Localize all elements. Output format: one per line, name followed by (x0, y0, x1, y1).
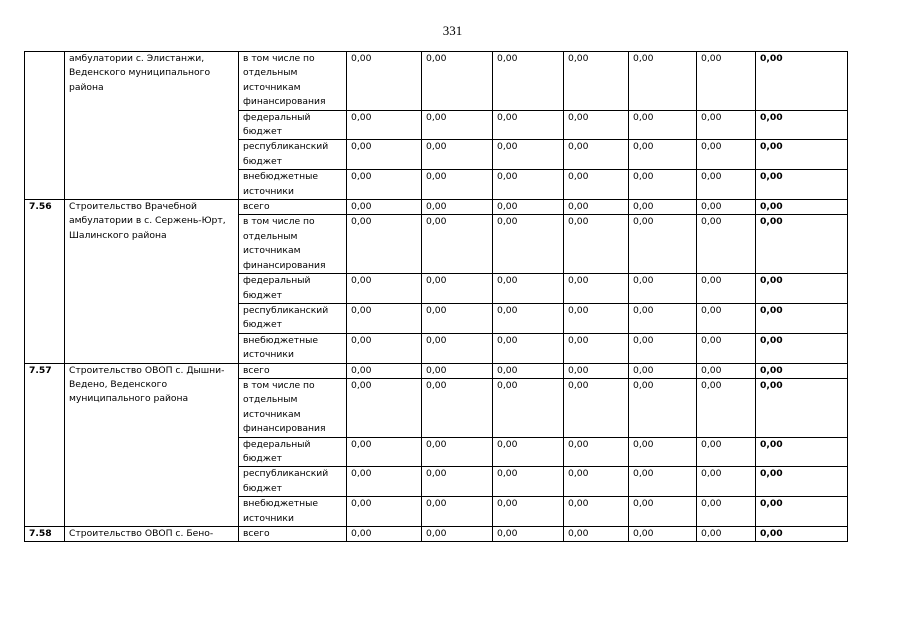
total-cell: 0,00 (756, 467, 848, 497)
value-cell: 0,00 (347, 333, 422, 363)
item-name: амбулатории с. Элистанжи, Веденского муниципального района (65, 52, 239, 200)
value-cell: 0,00 (564, 437, 629, 467)
total-cell: 0,00 (756, 52, 848, 111)
funding-source-label: в том числе по отдельным источникам финансирования (239, 215, 347, 274)
value-cell: 0,00 (422, 52, 493, 111)
table-row (25, 52, 848, 111)
total-cell: 0,00 (756, 497, 848, 527)
total-cell: 0,00 (756, 170, 848, 200)
value-cell: 0,00 (347, 110, 422, 140)
value-cell: 0,00 (347, 378, 422, 437)
item-number: 7.56 (25, 200, 65, 363)
item-number: 7.58 (25, 527, 65, 542)
value-cell: 0,00 (422, 110, 493, 140)
value-cell: 0,00 (697, 170, 756, 200)
item-number (25, 52, 65, 200)
value-cell: 0,00 (422, 497, 493, 527)
value-cell: 0,00 (564, 527, 629, 542)
value-cell: 0,00 (422, 527, 493, 542)
item-number: 7.57 (25, 363, 65, 526)
value-cell: 0,00 (493, 467, 564, 497)
value-cell: 0,00 (564, 333, 629, 363)
value-cell: 0,00 (422, 333, 493, 363)
value-cell: 0,00 (697, 333, 756, 363)
value-cell: 0,00 (629, 333, 697, 363)
value-cell: 0,00 (564, 200, 629, 215)
value-cell: 0,00 (422, 303, 493, 333)
value-cell: 0,00 (564, 467, 629, 497)
value-cell: 0,00 (347, 274, 422, 304)
funding-source-label: республиканский бюджет (239, 140, 347, 170)
funding-source-label: внебюджетные источники (239, 170, 347, 200)
total-cell: 0,00 (756, 363, 848, 378)
value-cell: 0,00 (422, 140, 493, 170)
value-cell: 0,00 (564, 215, 629, 274)
value-cell: 0,00 (629, 467, 697, 497)
value-cell: 0,00 (564, 378, 629, 437)
funding-source-label: внебюджетные источники (239, 497, 347, 527)
value-cell: 0,00 (629, 200, 697, 215)
value-cell: 0,00 (347, 527, 422, 542)
value-cell: 0,00 (493, 333, 564, 363)
value-cell: 0,00 (347, 363, 422, 378)
value-cell: 0,00 (697, 110, 756, 140)
item-name: Строительство Врачебной амбулатории в с. Сержень-Юрт, Шалинского района (65, 200, 239, 363)
item-name: Строительство ОВОП с. Дышни-Ведено, Веденского муниципального района (65, 363, 239, 526)
value-cell: 0,00 (347, 303, 422, 333)
value-cell: 0,00 (493, 497, 564, 527)
value-cell: 0,00 (629, 170, 697, 200)
value-cell: 0,00 (564, 497, 629, 527)
value-cell: 0,00 (564, 110, 629, 140)
value-cell: 0,00 (347, 215, 422, 274)
value-cell: 0,00 (493, 140, 564, 170)
value-cell: 0,00 (629, 52, 697, 111)
value-cell: 0,00 (347, 200, 422, 215)
value-cell: 0,00 (493, 437, 564, 467)
funding-source-label: федеральный бюджет (239, 274, 347, 304)
total-cell: 0,00 (756, 140, 848, 170)
value-cell: 0,00 (629, 378, 697, 437)
value-cell: 0,00 (697, 140, 756, 170)
value-cell: 0,00 (422, 378, 493, 437)
value-cell: 0,00 (697, 215, 756, 274)
value-cell: 0,00 (347, 170, 422, 200)
value-cell: 0,00 (493, 363, 564, 378)
value-cell: 0,00 (422, 363, 493, 378)
funding-source-label: республиканский бюджет (239, 467, 347, 497)
value-cell: 0,00 (347, 140, 422, 170)
value-cell: 0,00 (564, 170, 629, 200)
value-cell: 0,00 (629, 437, 697, 467)
value-cell: 0,00 (697, 363, 756, 378)
value-cell: 0,00 (493, 303, 564, 333)
total-cell: 0,00 (756, 215, 848, 274)
value-cell: 0,00 (629, 363, 697, 378)
value-cell: 0,00 (629, 140, 697, 170)
value-cell: 0,00 (493, 527, 564, 542)
value-cell: 0,00 (697, 527, 756, 542)
value-cell: 0,00 (564, 363, 629, 378)
value-cell: 0,00 (697, 437, 756, 467)
table-row (25, 527, 848, 542)
value-cell: 0,00 (697, 200, 756, 215)
value-cell: 0,00 (422, 170, 493, 200)
funding-source-label: всего (239, 363, 347, 378)
funding-source-label: федеральный бюджет (239, 110, 347, 140)
funding-source-label: всего (239, 527, 347, 542)
table-body (25, 52, 848, 542)
value-cell: 0,00 (629, 110, 697, 140)
funding-source-label: республиканский бюджет (239, 303, 347, 333)
value-cell: 0,00 (422, 274, 493, 304)
total-cell: 0,00 (756, 274, 848, 304)
value-cell: 0,00 (493, 200, 564, 215)
value-cell: 0,00 (493, 110, 564, 140)
funding-source-label: федеральный бюджет (239, 437, 347, 467)
value-cell: 0,00 (347, 497, 422, 527)
funding-source-label: всего (239, 200, 347, 215)
value-cell: 0,00 (422, 200, 493, 215)
value-cell: 0,00 (422, 467, 493, 497)
value-cell: 0,00 (564, 274, 629, 304)
value-cell: 0,00 (697, 497, 756, 527)
total-cell: 0,00 (756, 527, 848, 542)
value-cell: 0,00 (347, 467, 422, 497)
value-cell: 0,00 (697, 467, 756, 497)
value-cell: 0,00 (347, 52, 422, 111)
value-cell: 0,00 (697, 274, 756, 304)
value-cell: 0,00 (629, 527, 697, 542)
item-name: Строительство ОВОП с. Бено- (65, 527, 239, 542)
budget-table (24, 51, 848, 542)
page-number: 331 (442, 23, 463, 38)
value-cell: 0,00 (564, 140, 629, 170)
value-cell: 0,00 (629, 274, 697, 304)
table-row (25, 363, 848, 378)
value-cell: 0,00 (347, 437, 422, 467)
value-cell: 0,00 (629, 497, 697, 527)
funding-source-label: в том числе по отдельным источникам финансирования (239, 378, 347, 437)
value-cell: 0,00 (493, 170, 564, 200)
total-cell: 0,00 (756, 378, 848, 437)
value-cell: 0,00 (493, 378, 564, 437)
total-cell: 0,00 (756, 200, 848, 215)
value-cell: 0,00 (564, 52, 629, 111)
total-cell: 0,00 (756, 303, 848, 333)
total-cell: 0,00 (756, 110, 848, 140)
value-cell: 0,00 (493, 274, 564, 304)
funding-source-label: внебюджетные источники (239, 333, 347, 363)
value-cell: 0,00 (493, 215, 564, 274)
value-cell: 0,00 (697, 52, 756, 111)
value-cell: 0,00 (697, 303, 756, 333)
value-cell: 0,00 (629, 303, 697, 333)
value-cell: 0,00 (697, 378, 756, 437)
total-cell: 0,00 (756, 437, 848, 467)
table-row (25, 200, 848, 215)
value-cell: 0,00 (422, 437, 493, 467)
funding-source-label: в том числе по отдельным источникам финансирования (239, 52, 347, 111)
value-cell: 0,00 (629, 215, 697, 274)
value-cell: 0,00 (422, 215, 493, 274)
value-cell: 0,00 (493, 52, 564, 111)
total-cell: 0,00 (756, 333, 848, 363)
value-cell: 0,00 (564, 303, 629, 333)
